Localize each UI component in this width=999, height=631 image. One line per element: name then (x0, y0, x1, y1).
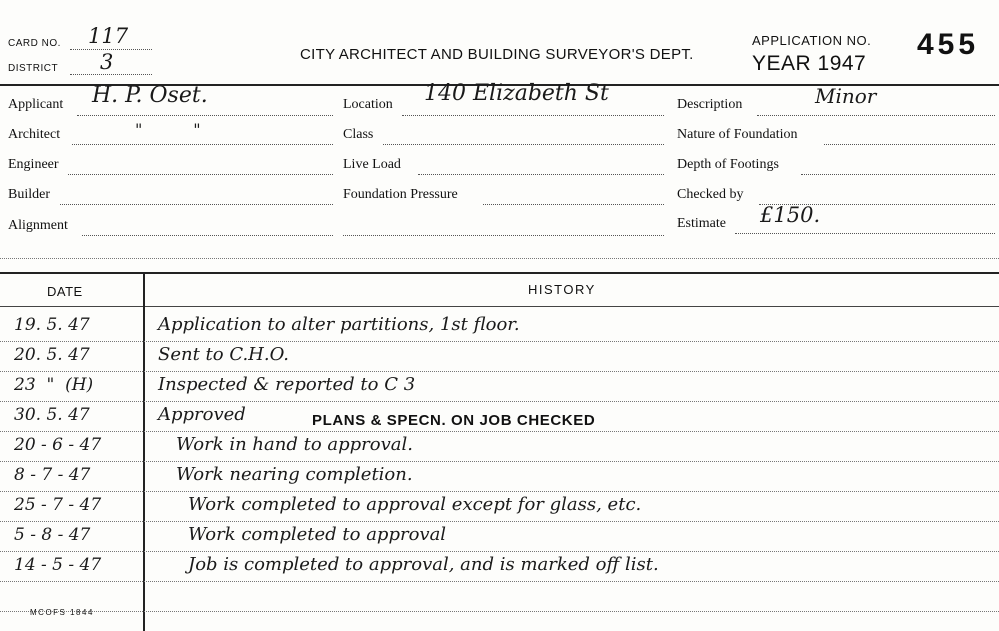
history-date: 25 - 7 - 47 (14, 495, 102, 515)
nature-of-foundation-label: Nature of Foundation (677, 127, 798, 142)
table-row (0, 493, 999, 523)
history-entry: Application to alter partitions, 1st floor. (158, 314, 520, 335)
card-no-label: CARD NO. (8, 38, 61, 49)
table-row (0, 433, 999, 463)
history-entry: Work completed to approval (188, 524, 447, 545)
history-date: 14 - 5 - 47 (14, 555, 102, 575)
location-label: Location (343, 97, 393, 112)
depth-of-footings-label: Depth of Footings (677, 157, 779, 172)
description-value: Minor (815, 84, 877, 108)
history-date: 20. 5. 47 (14, 345, 90, 365)
history-date: 23 " (H) (14, 375, 94, 395)
application-number: 455 (917, 28, 980, 61)
history-entry: Work completed to approval except for glass, etc. (188, 494, 642, 515)
table-row (0, 343, 999, 373)
checked-by-label: Checked by (677, 187, 744, 202)
department-title: CITY ARCHITECT AND BUILDING SURVEYOR'S DEPT. (300, 46, 694, 63)
history-entry: Approved (158, 404, 246, 425)
table-top-border (0, 272, 999, 274)
table-header-border (0, 306, 999, 307)
engineer-label: Engineer (8, 157, 59, 172)
builder-label: Builder (8, 187, 50, 202)
history-entry: Job is completed to approval, and is marked off list. (188, 554, 659, 575)
architect-value: " " (135, 120, 201, 139)
table-row (0, 313, 999, 343)
history-date: 20 - 6 - 47 (14, 435, 102, 455)
estimate-value: £150. (760, 203, 821, 227)
history-date: 19. 5. 47 (14, 315, 90, 335)
applicant-value: H. P. Oset. (92, 83, 208, 108)
location-value: 140 Elizabeth St (424, 81, 609, 106)
application-label: APPLICATION NO. (752, 33, 872, 48)
architect-label: Architect (8, 127, 61, 142)
history-entry: Sent to C.H.O. (158, 344, 290, 365)
form-code: MCOFS 1844 (30, 608, 94, 617)
district-label: DISTRICT (8, 63, 59, 74)
estimate-label: Estimate (677, 216, 726, 231)
history-entry: Work nearing completion. (176, 464, 413, 485)
history-entry: Inspected & reported to C 3 (158, 374, 416, 395)
table-row (0, 523, 999, 553)
history-date: 8 - 7 - 47 (14, 465, 91, 485)
card-no-value: 117 (88, 24, 129, 48)
table-row (0, 463, 999, 493)
inspection-stamp: PLANS & SPECN. ON JOB CHECKED (312, 412, 596, 429)
table-row (0, 373, 999, 403)
history-entry: Work in hand to approval. (176, 434, 413, 455)
applicant-label: Applicant (8, 97, 64, 112)
description-label: Description (677, 97, 743, 112)
foundation-pressure-label: Foundation Pressure (343, 187, 458, 202)
date-column-header: DATE (47, 284, 83, 299)
alignment-label: Alignment (8, 218, 68, 233)
history-date: 30. 5. 47 (14, 405, 90, 425)
year-label: YEAR 1947 (752, 52, 867, 75)
table-row (0, 553, 999, 583)
history-date: 5 - 8 - 47 (14, 525, 91, 545)
class-label: Class (343, 127, 374, 142)
history-column-header: HISTORY (528, 282, 596, 297)
live-load-label: Live Load (343, 157, 401, 172)
district-value: 3 (100, 50, 114, 74)
